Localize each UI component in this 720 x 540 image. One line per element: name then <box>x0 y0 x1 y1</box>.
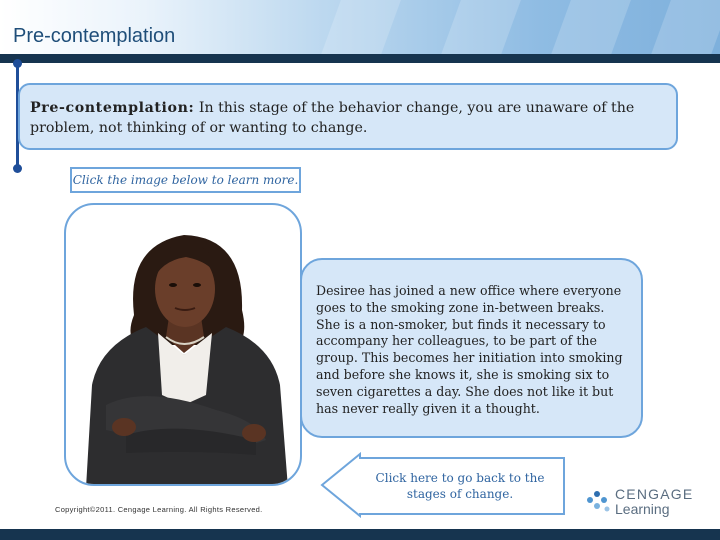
cengage-logo <box>584 484 694 520</box>
definition-term: Pre-contemplation: <box>30 100 195 116</box>
logo-word-learning: Learning <box>615 501 670 517</box>
hint-box: Click the image below to learn more. <box>70 167 301 193</box>
back-to-stages-label[interactable]: Click here to go back to the stages of change. <box>375 471 545 501</box>
definition-box <box>18 83 678 150</box>
woman-image <box>66 205 302 486</box>
timeline-dot-bottom <box>13 164 22 173</box>
header-divider-bar <box>0 54 720 63</box>
footer-bar <box>0 529 720 540</box>
timeline-dot-top <box>13 59 22 68</box>
definition-text: In this stage of the behavior change, you are unaware of the problem, not thinking of or wanting to change. <box>30 100 635 136</box>
cengage-dots-icon <box>584 486 614 516</box>
slide-title: Pre-contemplation <box>13 25 176 47</box>
woman-photo[interactable] <box>64 203 302 486</box>
header-banner <box>0 0 720 54</box>
logo-word-cengage: CENGAGE <box>615 486 694 502</box>
copyright-text: Copyright©2011. Cengage Learning. All Rights Reserved. <box>55 505 263 514</box>
story-callout: Desiree has joined a new office where everyone goes to the smoking zone in-between breaks. She is a non-smoker, but finds it necessary to accompany her colleagues, to be part of the group. This becomes her initiation into smoking and before she knows it, she is smoking six to seven cigarettes a day. She does not like it but has never really given it a thought. <box>300 258 643 438</box>
